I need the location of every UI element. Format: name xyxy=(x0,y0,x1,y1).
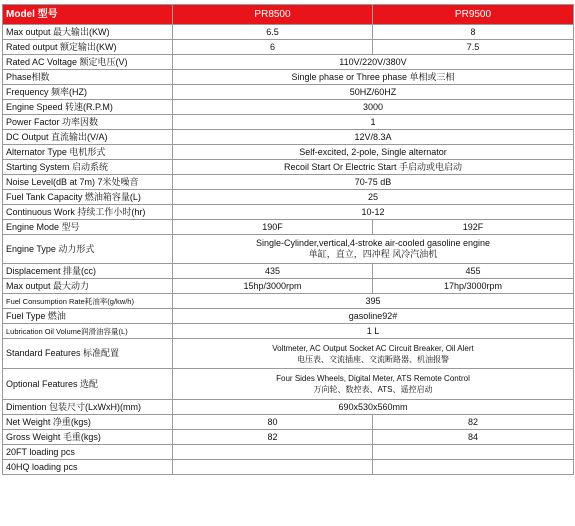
row-label: DC Output 直流输出(V/A) xyxy=(3,130,173,145)
row-label: Starting System 启动系统 xyxy=(3,160,173,175)
row-label: Fuel Consumption Rate耗油率(g/kw/h) xyxy=(3,294,173,309)
table-row xyxy=(3,40,574,55)
row-value-pr8500: 190F xyxy=(173,220,373,235)
row-value-shared: gasoline92# xyxy=(173,309,574,324)
row-value-shared: 25 xyxy=(173,190,574,205)
row-value-pr9500: 82 xyxy=(373,415,574,430)
row-label: Engine Type 动力形式 xyxy=(3,235,173,264)
table-row xyxy=(3,309,574,324)
row-label: Engine Speed 转速(R.P.M) xyxy=(3,100,173,115)
row-label: Gross Weight 毛重(kgs) xyxy=(3,430,173,445)
table-header-row xyxy=(3,5,574,25)
row-value-pr8500: 80 xyxy=(173,415,373,430)
row-value-pr8500: 6 xyxy=(173,40,373,55)
row-label: Fuel Type 燃油 xyxy=(3,309,173,324)
row-label: 20FT loading pcs xyxy=(3,445,173,460)
row-value-shared: 1 xyxy=(173,115,574,130)
row-label: Dimention 包装尺寸(LxWxH)(mm) xyxy=(3,400,173,415)
row-value-pr8500: 82 xyxy=(173,430,373,445)
row-value-shared: 110V/220V/380V xyxy=(173,55,574,70)
value-line-en: Single-Cylinder,vertical,4-stroke air-cooled gasoline engine xyxy=(255,238,491,248)
row-label: Max output 最大输出(KW) xyxy=(3,25,173,40)
table-row xyxy=(3,205,574,220)
table-row xyxy=(3,235,574,264)
row-value-pr9500: 17hp/3000rpm xyxy=(373,279,574,294)
table-row xyxy=(3,190,574,205)
table-row xyxy=(3,175,574,190)
table-row xyxy=(3,339,574,369)
table-row xyxy=(3,55,574,70)
row-label: Max output 最大动力 xyxy=(3,279,173,294)
table-row xyxy=(3,130,574,145)
row-label: Standard Features 标准配置 xyxy=(3,339,173,369)
table-row xyxy=(3,279,574,294)
row-label: Alternator Type 电机形式 xyxy=(3,145,173,160)
row-label: Engine Mode 型号 xyxy=(3,220,173,235)
row-label: Phase相数 xyxy=(3,70,173,85)
row-value-pr8500: 6.5 xyxy=(173,25,373,40)
value-line-cn: 单缸，直立，四冲程 风冷汽油机 xyxy=(308,249,438,259)
table-row xyxy=(3,264,574,279)
header-pr9500: PR9500 xyxy=(373,5,574,25)
row-value-shared: 10-12 xyxy=(173,205,574,220)
row-value-pr8500: 435 xyxy=(173,264,373,279)
table-row xyxy=(3,400,574,415)
row-label: Frequency 频率(HZ) xyxy=(3,85,173,100)
row-value-shared: 690x530x560mm xyxy=(173,400,574,415)
row-label: Rated AC Voltage 额定电压(V) xyxy=(3,55,173,70)
table-row xyxy=(3,25,574,40)
row-label: Power Factor 功率因数 xyxy=(3,115,173,130)
row-value-pr8500: 15hp/3000rpm xyxy=(173,279,373,294)
row-value-pr9500: 8 xyxy=(373,25,574,40)
row-value-shared xyxy=(173,235,574,264)
table-row xyxy=(3,100,574,115)
table-row xyxy=(3,85,574,100)
row-value-pr9500 xyxy=(373,445,574,460)
header-pr8500: PR8500 xyxy=(173,5,373,25)
table-row xyxy=(3,324,574,339)
row-label: Displacement 排量(cc) xyxy=(3,264,173,279)
row-value-shared: 1 L xyxy=(173,324,574,339)
row-value-pr9500: 7.5 xyxy=(373,40,574,55)
table-row xyxy=(3,369,574,400)
row-value-pr8500 xyxy=(173,460,373,475)
row-value-pr9500 xyxy=(373,460,574,475)
table-row xyxy=(3,115,574,130)
row-label: Optional Features 选配 xyxy=(3,369,173,400)
table-row xyxy=(3,145,574,160)
table-row xyxy=(3,220,574,235)
row-label: Fuel Tank Capacity 燃油箱容量(L) xyxy=(3,190,173,205)
header-model-label: Model 型号 xyxy=(3,5,173,25)
row-value-shared: 395 xyxy=(173,294,574,309)
spec-table xyxy=(2,4,574,475)
row-label: Lubrication Oil Volume润滑油容量(L) xyxy=(3,324,173,339)
table-row xyxy=(3,415,574,430)
row-label: Rated output 额定输出(KW) xyxy=(3,40,173,55)
row-value-shared xyxy=(173,339,574,369)
table-row xyxy=(3,430,574,445)
row-value-shared: 70-75 dB xyxy=(173,175,574,190)
row-value-shared: Self-excited, 2-pole, Single alternator xyxy=(173,145,574,160)
table-row xyxy=(3,460,574,475)
table-row xyxy=(3,160,574,175)
row-label: 40HQ loading pcs xyxy=(3,460,173,475)
row-label: Noise Level(dB at 7m) 7米处噪音 xyxy=(3,175,173,190)
value-line-cn: 万向轮、数控表、ATS、遥控启动 xyxy=(313,385,433,394)
row-value-shared: 3000 xyxy=(173,100,574,115)
row-value-pr9500: 192F xyxy=(373,220,574,235)
row-label: Continuous Work 持续工作小时(hr) xyxy=(3,205,173,220)
row-value-shared xyxy=(173,369,574,400)
table-row xyxy=(3,445,574,460)
value-line-en: Four Sides Wheels, Digital Meter, ATS Remote Control xyxy=(276,374,470,383)
row-value-shared: Single phase or Three phase 单相或三相 xyxy=(173,70,574,85)
table-row xyxy=(3,294,574,309)
row-label: Net Weight 净重(kgs) xyxy=(3,415,173,430)
row-value-shared: Recoil Start Or Electric Start 手启动或电启动 xyxy=(173,160,574,175)
row-value-pr9500: 455 xyxy=(373,264,574,279)
table-row xyxy=(3,70,574,85)
value-line-cn: 电压表、交流插座、交流断路器、机油报警 xyxy=(297,354,449,364)
row-value-shared: 12V/8.3A xyxy=(173,130,574,145)
row-value-pr9500: 84 xyxy=(373,430,574,445)
value-line-en: Voltmeter, AC Output Socket AC Circuit Breaker, Oil Alert xyxy=(272,343,474,353)
row-value-shared: 50HZ/60HZ xyxy=(173,85,574,100)
row-value-pr8500 xyxy=(173,445,373,460)
